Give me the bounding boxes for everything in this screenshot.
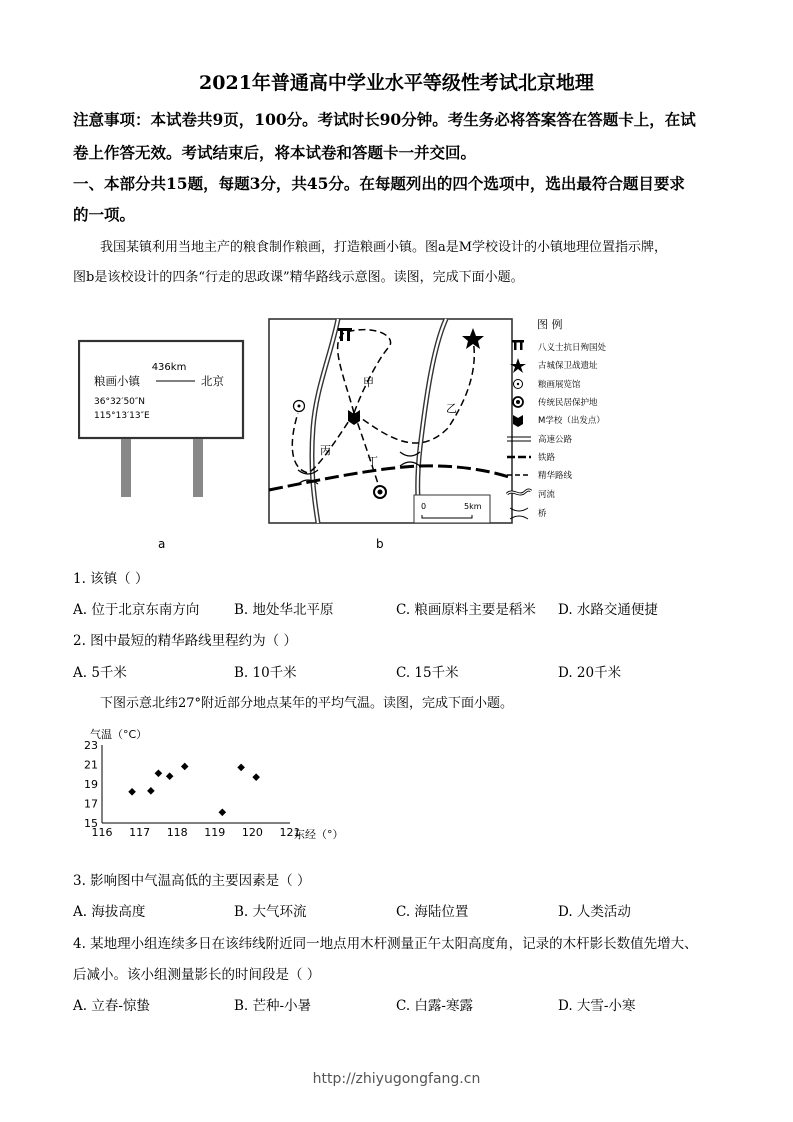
- scale-zero: 0: [421, 502, 427, 511]
- legend-memorial-icon: [512, 340, 524, 350]
- legend-item-6: 高速公路: [538, 435, 573, 445]
- q4-option-d: D. 大雪-小寒: [558, 998, 636, 1014]
- legend-dwelling-icon: [513, 397, 523, 407]
- y-tick-label: 19: [84, 778, 98, 791]
- question-4-line-2: 后减小。该小组测量影长的时间段是（ ）: [73, 967, 321, 983]
- data-point: [252, 773, 260, 781]
- q2-option-a: A. 5千米: [73, 665, 127, 681]
- x-tick-label: 121: [279, 826, 301, 839]
- q4-option-c: C. 白露-寒露: [396, 998, 473, 1014]
- section-heading-line-2: 的一项。: [73, 205, 136, 224]
- figure-a-signboard: [78, 338, 248, 500]
- heritage-dwelling-icon: [374, 486, 386, 498]
- x-tick-label: 116: [91, 826, 113, 839]
- route-label-jia: 甲: [363, 376, 374, 389]
- figure-b-caption: b: [376, 537, 384, 551]
- data-point: [181, 763, 189, 771]
- data-point: [237, 764, 245, 772]
- map-legend: [505, 316, 645, 526]
- q2-option-d: D. 20千米: [558, 665, 622, 681]
- route-label-bing: 丙: [320, 444, 331, 457]
- legend-item-1: 八义士抗日殉国处: [538, 343, 607, 353]
- legend-item-10: 桥: [538, 509, 547, 519]
- data-point: [219, 808, 227, 816]
- sign-town: 粮画小镇: [94, 374, 140, 388]
- data-point: [155, 769, 163, 777]
- intro-1-line-2: 图b是该校设计的四条“行走的思政课”精华路线示意图。读图，完成下面小题。: [73, 270, 524, 285]
- legend-bridge-icon: [510, 508, 528, 519]
- chart-x-label: 东经（°）: [294, 828, 344, 841]
- footer-url[interactable]: http://zhiyugongfang.cn: [312, 1071, 481, 1087]
- legend-item-3: 粮画展览馆: [538, 380, 581, 390]
- y-tick-label: 15: [84, 817, 98, 830]
- map-frame: [269, 319, 512, 523]
- legend-title: 图 例: [537, 318, 563, 331]
- q2-option-b: B. 10千米: [234, 665, 297, 681]
- route-label-ding: 丁: [367, 455, 378, 468]
- y-tick-label: 21: [84, 758, 98, 772]
- scale-5km: 5km: [464, 502, 482, 511]
- data-point: [128, 788, 136, 796]
- q3-option-b: B. 大气环流: [234, 904, 307, 920]
- chart-y-label: 气温（°C）: [90, 728, 148, 741]
- legend-item-5: M学校（出发点）: [538, 416, 605, 426]
- legend-hall-icon: [514, 380, 523, 389]
- q1-option-a: A. 位于北京东南方向: [73, 602, 200, 618]
- sign-latitude: 36°32′50″N: [94, 397, 145, 407]
- x-tick-label: 118: [166, 826, 188, 839]
- x-tick-label: 119: [204, 826, 226, 839]
- notice-line-1: 注意事项：本试卷共9页，100分。考试时长90分钟。考生务必将答案答在答题卡上，在试: [73, 110, 696, 129]
- legend-item-2: 古城保卫战遗址: [538, 361, 598, 371]
- route-label-yi: 乙: [446, 402, 457, 415]
- temperature-scatter-chart: [78, 726, 368, 846]
- q1-option-b: B. 地处华北平原: [234, 602, 334, 618]
- question-1-stem: 1. 该镇（ ）: [73, 571, 149, 587]
- sign-longitude: 115°13′13″E: [94, 411, 150, 421]
- legend-item-8: 精华路线: [538, 471, 573, 481]
- legend-star-icon: [510, 358, 526, 373]
- question-2-stem: 2. 图中最短的精华路线里程约为（ ）: [73, 633, 297, 649]
- legend-highway-icon: [507, 437, 531, 441]
- q3-option-a: A. 海拔高度: [73, 904, 146, 920]
- sign-city: 北京: [201, 374, 224, 388]
- legend-item-9: 河流: [538, 490, 556, 500]
- sign-board: [79, 341, 243, 438]
- intro-2: 下图示意北纬27°附近部分地点某年的平均气温。读图，完成下面小题。: [100, 696, 514, 711]
- question-4-line-1: 4. 某地理小组连续多日在该纬线附近同一地点用木杆测量正午太阳高度角，记录的木杆影长数值先增大、: [73, 936, 698, 952]
- section-heading-line-1: 一、本部分共15题，每题3分，共45分。在每题列出的四个选项中，选出最符合题目要求: [73, 174, 685, 193]
- legend-item-4: 传统民居保护地: [538, 398, 598, 408]
- q4-option-b: B. 芒种-小暑: [234, 998, 312, 1014]
- data-point: [166, 772, 174, 780]
- page-title: 2021年普通高中学业水平等级性考试北京地理: [199, 72, 594, 94]
- q3-option-c: C. 海陆位置: [396, 904, 469, 920]
- q3-option-d: D. 人类活动: [558, 904, 631, 920]
- figure-a-caption: a: [158, 537, 166, 551]
- data-point: [147, 787, 155, 795]
- legend-item-7: 铁路: [538, 453, 556, 463]
- exhibition-hall-icon: [294, 401, 305, 412]
- sign-distance: 436km: [151, 362, 187, 373]
- sign-post-left: [121, 439, 131, 497]
- q1-option-c: C. 粮画原料主要是稻米: [396, 602, 536, 618]
- figure-b-route-map: [268, 318, 513, 524]
- q4-option-a: A. 立春-惊蛰: [73, 998, 150, 1014]
- legend-school-icon: [513, 415, 523, 427]
- q1-option-d: D. 水路交通便捷: [558, 602, 658, 618]
- sign-post-right: [193, 439, 203, 497]
- question-3-stem: 3. 影响图中气温高低的主要因素是（ ）: [73, 873, 311, 889]
- intro-1-line-1: 我国某镇利用当地主产的粮食制作粮画，打造粮画小镇。图a是M学校设计的小镇地理位置指示牌，: [100, 240, 668, 255]
- x-tick-label: 117: [129, 826, 151, 839]
- y-tick-label: 17: [84, 797, 98, 811]
- y-tick-label: 23: [84, 739, 98, 752]
- x-tick-label: 120: [241, 826, 263, 839]
- notice-line-2: 卷上作答无效。考试结束后，将本试卷和答题卡一并交回。: [73, 143, 477, 162]
- q2-option-c: C. 15千米: [396, 665, 459, 681]
